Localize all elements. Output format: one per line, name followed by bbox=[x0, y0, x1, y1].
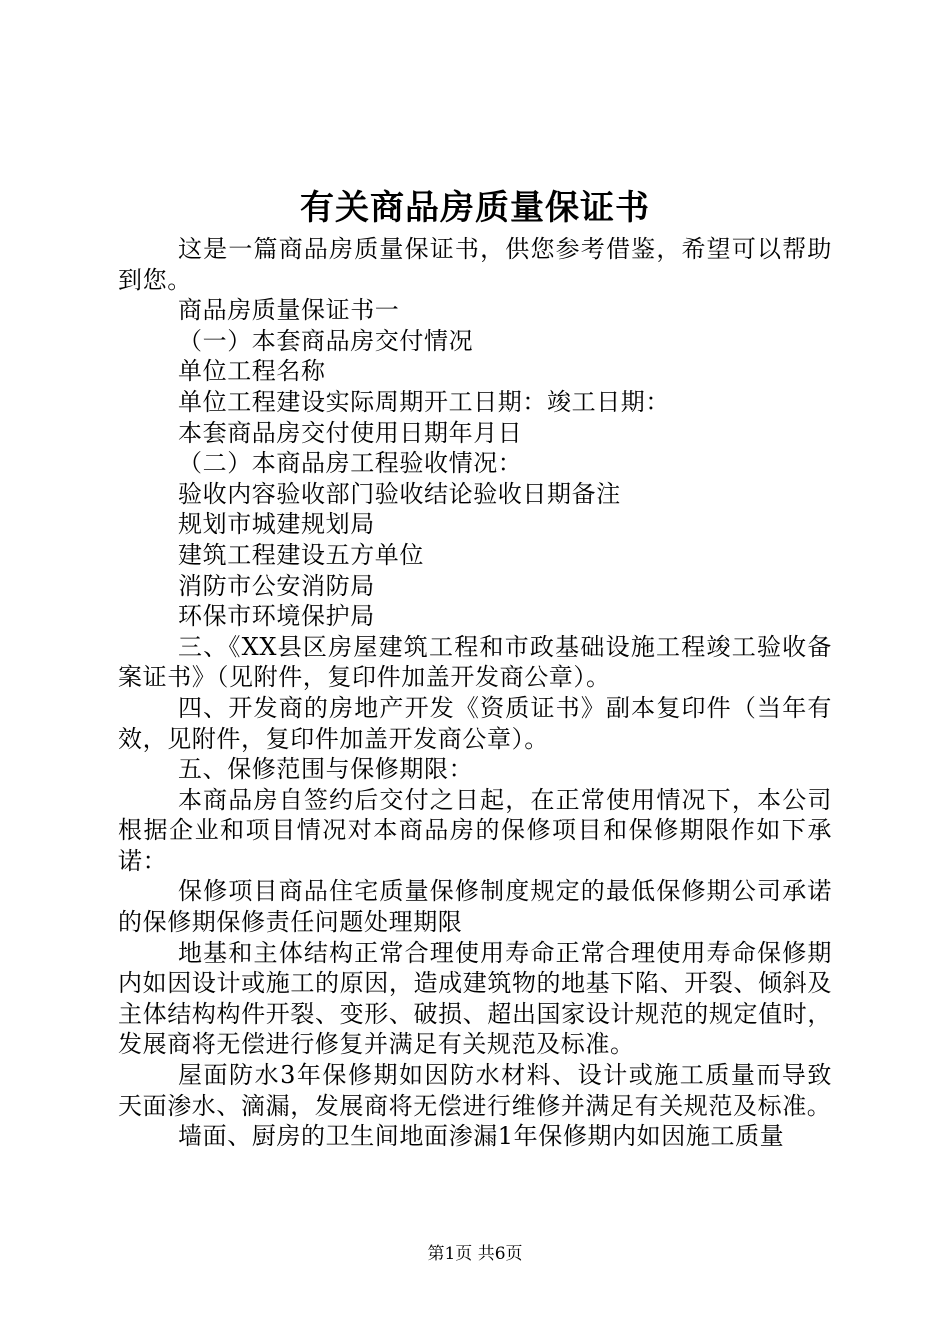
paragraph: （一）本套商品房交付情况 bbox=[178, 326, 474, 355]
paragraph-intro: 这是一篇商品房质量保证书，供您参考借鉴，希望可以帮助到您。 bbox=[118, 235, 832, 294]
paragraph: 验收内容验收部门验收结论验收日期备注 bbox=[178, 479, 621, 508]
paragraph: 建筑工程建设五方单位 bbox=[178, 540, 424, 569]
paragraph: 墙面、厨房的卫生间地面渗漏1年保修期内如因施工质量 bbox=[178, 1122, 785, 1151]
paragraph: 消防市公安消防局 bbox=[178, 571, 375, 600]
paragraph: 单位工程建设实际周期开工日期：竣工日期： bbox=[178, 387, 670, 416]
paragraph: 本套商品房交付使用日期年月日 bbox=[178, 418, 523, 447]
paragraph: 屋面防水3年保修期如因防水材料、设计或施工质量而导致天面渗水、滴漏，发展商将无偿进行维修并满足有关规范及标准。 bbox=[118, 1061, 832, 1120]
paragraph: 四、开发商的房地产开发《资质证书》副本复印件（当年有效，见附件，复印件加盖开发商公章）。 bbox=[118, 693, 832, 753]
paragraph: 三、《XX县区房屋建筑工程和市政基础设施工程竣工验收备案证书》（见附件，复印件加盖开发商公章）。 bbox=[118, 632, 832, 692]
document-body bbox=[118, 234, 832, 1152]
paragraph: 单位工程名称 bbox=[178, 357, 326, 386]
paragraph: 五、保修范围与保修期限： bbox=[178, 755, 474, 784]
page-footer: 第1页 共6页 bbox=[427, 1244, 523, 1264]
paragraph: 规划市城建规划局 bbox=[178, 510, 375, 539]
paragraph: 保修项目商品住宅质量保修制度规定的最低保修期公司承诺的保修期保修责任问题处理期限 bbox=[118, 877, 832, 937]
paragraph: 本商品房自签约后交付之日起，在正常使用情况下，本公司根据企业和项目情况对本商品房的保修项目和保修期限作如下承诺： bbox=[118, 785, 832, 875]
paragraph-heading: 商品房质量保证书一 bbox=[178, 296, 400, 325]
paragraph: （二）本商品房工程验收情况： bbox=[178, 449, 523, 478]
document-title: 有关商品房质量保证书 bbox=[300, 188, 650, 228]
paragraph: 地基和主体结构正常合理使用寿命正常合理使用寿命保修期内如因设计或施工的原因，造成建筑物的地基下陷、开裂、倾斜及主体结构构件开裂、变形、破损、超出国家设计规范的规定值时，发展商将无偿进行修复并满足有关规范及标准。 bbox=[118, 938, 832, 1059]
paragraph: 环保市环境保护局 bbox=[178, 602, 375, 631]
